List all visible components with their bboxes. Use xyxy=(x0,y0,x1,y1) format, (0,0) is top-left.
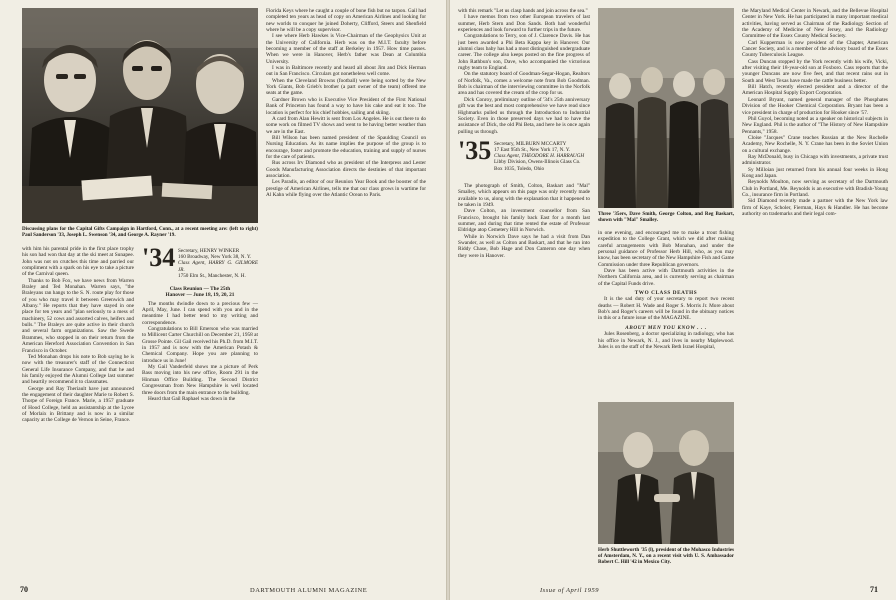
paragraph: It is the sad duty of your secretary to report two recent deaths — Robert H. Wade and Roger S. Morris Jr. More about Bob's and Roger's careers will be found in the obituary notices in this or a future issue of the MAGAZINE. xyxy=(598,296,734,322)
paragraph: Thanks to Bob Fox, we have news from Warren Braley and Ted Monahan. Warren says, "the Braleyans ran hangs to the S. N. route play for those of you who may travel it between Greenwich and Albany." He reports that they have stayed in one place for ten years and "plan seriously to a mess of machinery, 52 cows and assorted calves, heifers and bulls." The Braleys are quite active in their church and several farm organizations. Saw the Swede Brammes, who stopped in on their return from the American Hereford Association Convention in San Francisco in October. xyxy=(22,277,134,354)
paragraph: Rus across Irv Diamond who as president of the Interpress and Lester Goods Manufacturing Association directs the destinies of that important association. xyxy=(266,160,426,179)
group-photo-caption: Three '35ers, Dave Smith, George Colton, and Reg Baskart, shown with "Mal" Smalley. xyxy=(598,211,734,224)
ambassador-photo xyxy=(598,402,734,544)
paragraph: Congratulations to Bill Emerson who was married to Millicent Carter Churchill on December 21, 1958 at Grosse Pointe. Gil Gail received his Ph.D. from M.I.T. in 1957 and is now with the American Potash & Chemical Company. Hope you are planning to introduce us in June! xyxy=(142,326,258,364)
paragraph: Gardner Brown who is Executive Vice President of the First National Bank of Princeton has found a way to have his cake and eat it too. The location is perfect for his chief hobbies, sailing and skiing. xyxy=(266,96,426,116)
paragraph: Carl Kupperman is now president of the Chapter, American Cancer Society, and is a member of the advisory board of the Essex County Tuberculosis League. xyxy=(742,39,888,59)
paragraph: While in Norwich Dave says he had a visit from Dan Swander, as well as Colton and Baskart, and that he ran into Riddy Chase, Bob Hage and Don Cameron one day when they were in Hanover. xyxy=(458,233,590,259)
paragraph: On the statutory board of Goodman-Segar-Hogan, Realtors of Norfolk, Va., comes a welcome note from Bob Goodman. Bob is chairman of the interviewing committee in the Norfolk area and has covered the cream of the crop for us. xyxy=(458,71,590,97)
right-page xyxy=(450,0,896,600)
paragraph: I have memos from two other European travelers of last summer, Herb Stern and Don Sands. Both had wonderful experiences and look forward to further trips in the future. xyxy=(458,14,590,34)
meeting-photo-caption: Discussing plans for the Capital Gifts Campaign in Hartford, Conn., at a recent meeting are: (left to right) Paul Sanderson '33, Joseph L. Swenson '34, and George A. Rayner '19. xyxy=(22,226,258,239)
right-column-1 xyxy=(458,8,590,582)
class-number-34: '34 xyxy=(142,246,176,272)
paragraph: Dave Colton, an investment counsellor from San Francisco, brought his family back East for a month last summer, and during that time rented the estate of Professor Eldridge atop Cemetery Hill in Norwich. xyxy=(458,208,590,234)
paragraph: Ted Monahan drops his note to Bob saying he is now with the treasurer's staff of the Connecticut General Life Insurance Company, and that he and his family enjoyed the Alumni College last summer and heartily recommend it to classmates. xyxy=(22,353,134,386)
page-number-left: 70 xyxy=(20,585,28,594)
ambassador-photo-image xyxy=(598,402,734,544)
reunion-line: Hanover — June 18, 19, 20, 21 xyxy=(165,292,235,299)
group-photo xyxy=(598,8,734,208)
right-column-3 xyxy=(742,8,888,582)
meeting-photo xyxy=(22,8,258,223)
issue-footer: Issue of April 1959 xyxy=(540,587,600,594)
meeting-photo-image xyxy=(22,8,258,223)
paragraph: Congratulations to Terry, son of J. Clarence Davis. He has just been awarded a Phi Beta Kappa key in Hanover. Our alumni class baby has had a most distinguished undergraduate career. The college also keeps posted on the fine progress of John Rathbun's son, Dave, who accompanied the victorious rugby team to England. xyxy=(458,33,590,72)
secretary-line: 160 Broadway, New York 38, N. Y. xyxy=(178,254,252,261)
paragraph: George and Ray Theriault have just announced the engagement of their daughter Marie to Robert S. Thorpe of Foreign France. Marie, a 1957 graduate of Hood College, held an assistantship at the Lycee of Morlaix in Brittany and is now in a similar capacity at the College de Vernon in Seine, France. xyxy=(22,385,134,424)
secretary-line: Libby Division, Owens-Illinois Glass Co. xyxy=(494,159,581,166)
paragraph: A card from Alan Hewitt is sent from Los Angeles. He is out there to do some work on filmed TV shows and went to be having better weather than we are in the East. xyxy=(266,115,426,135)
paragraph: with him his parental pride in the first place trophy his son had won that day at the ski meet at Sunapee. John was not on crutches this time and parried our compliment with a spark on his eye to take a picture of the Carnival queen. xyxy=(22,246,134,278)
secretary-line: Secretary, MILBURN MCCARTY xyxy=(494,140,567,147)
paragraph: Florida Keys where he caught a couple of bone fish but no tarpon. Gail had completed ten years as head of copy on American Airlines and looking for new worlds to conquer he joined Doherty, Clifford, Steers and Shenfield where he will be a copy supervisor. xyxy=(266,8,426,34)
paragraph: My Gail Vanderfeld shows me a picture of Perk Bass moving into his new office, Room 291 in the Hinman Office Building. The Second District Congressman from New Hampshire is well located three doors from the main entrance to the building. xyxy=(142,364,258,396)
paragraph: Sy Milloian just returned from his annual four weeks in Hong Kong and Japan. xyxy=(742,166,888,179)
paragraph: Les Paradis, an editor of our Reunion Year Book and the booster of the prestige of American Airlines, tells me that our class grows in wartime for Al Kahn while flying over the Atlantic Ocean to Paris. xyxy=(266,179,426,198)
reunion-notice xyxy=(142,286,258,299)
paragraph: I see where Herb Hawkes is Vice-Chairman of the Geophysics Unit at the University of California. Herb was on the M.I.T. faculty before becoming a member of the staff at Berkeley in 1957. How time passes. When we were in Hanover, Herb's father was Dean at Columbia University. xyxy=(266,33,426,65)
secretary-line: 1750 Elm St., Manchester, N. H. xyxy=(178,272,246,279)
class-number-35: '35 xyxy=(458,135,492,165)
page-number-right: 71 xyxy=(870,585,878,594)
secretary-line: 17 East 95th St., New York 17, N. Y. xyxy=(494,147,571,154)
paragraph: When the Cleveland Browns (football) were being sorted by the New York Giants, Bob Grieb's brother (a part owner of the team) offered me seats at the game. xyxy=(266,77,426,97)
secretary-block-35 xyxy=(494,141,590,172)
group-photo-image xyxy=(598,8,734,208)
section-heading-deaths: TWO CLASS DEATHS xyxy=(634,290,698,297)
paragraph: Phil Guyol, becoming noted as a speaker on historical subjects in New England. Phil is the author of "The History of New Hampshire Pennants," 1958. xyxy=(742,115,888,135)
paragraph: The photograph of Smith, Colton, Baskart and "Mal" Smalley, which appears on this page was only recently made available to us, along with the explanation that it happened to be taken in 1949. xyxy=(458,182,590,208)
ambassador-photo-caption: Herb Shuttleworth '35 (l), president of the Mohasco Industries of Amsterdam, N. Y., on a recent visit with U. S. Ambassador Robert C. Hill '42 in Mexico City. xyxy=(598,547,734,566)
paragraph: Cass Duncan stopped by the York recently with his wife, Vicki, after visiting their 18-year-old son at Foxboro. Cass reports that the younger Duncans are now five feet, and that recent rains out in South and West Texas have made the cattle business better. xyxy=(742,58,888,84)
paragraph: Heard that Gail Raphael was down in the xyxy=(148,395,236,402)
magazine-footer: DARTMOUTH ALUMNI MAGAZINE xyxy=(250,587,368,594)
paragraph: Bill Hatch, recently elected president and a director of the American Hospital Supply Export Corporation. xyxy=(742,84,888,97)
paragraph: I was in Baltimore recently and heard all about Jim and Dick Herman out in San Francisco. Circulars got nonetheless well come. xyxy=(266,65,426,78)
secretary-block-34 xyxy=(178,248,258,279)
left-column-3 xyxy=(266,8,426,582)
left-column-1 xyxy=(22,246,134,582)
class-34-header xyxy=(142,246,258,286)
left-page xyxy=(0,0,446,600)
paragraph: Reynolds Moulton, now serving as secretary of the Dartmouth Club in Portland, Me. Reynolds is an executive with Bradish-Young Co., insurance firm in Portland. xyxy=(742,179,888,198)
secretary-line: Class Agent, THEODORE H. HARRAUGH xyxy=(494,153,585,160)
secretary-line: Class Agent, HARRY G. GILMORE JR. xyxy=(178,260,258,273)
class-35-header xyxy=(458,135,590,183)
paragraph: in one evening, and encouraged me to make a trout fishing expedition to the College Grant, which we did after making careful arrangements with Bob Monahan, and under the personal guidance of Professor Herb Hill, who, as you may know, has been secretary of the New Hampshire Fish and Game Commission under three Republican governors. xyxy=(598,230,734,268)
reunion-line: Class Reunion — The 25th xyxy=(169,286,231,292)
left-column-2 xyxy=(142,246,258,582)
section-heading-about: ABOUT MEN YOU KNOW . . . xyxy=(625,324,707,331)
paragraph: Dick Conroy, preliminary outline of '34's 25th anniversary gift was the best and most comprehensive we have read since Highmarks pulled us through the Introduction to Industrial Society. Even in those preserved days we had to have the assistance of Dick, the old Phi Beta, and here he is once again pulling us through. xyxy=(458,96,590,135)
paragraph: Jules Rosenberg, a doctor specializing in radiology, who has his office in Newark, N. J., and lives in nearby Maplewood. Jules is on the staff of the Newark Beth Israel Hospital, xyxy=(598,331,734,350)
paragraph: The months dwindle down to a precious few — April, May, June. I can spend with you and in the meantime I had better tend to my writing and correspondence. xyxy=(142,300,258,326)
paragraph: Cloise "Jacques" Crane teaches Russian at the New Rochelle Academy, New Rochelle, N. Y. Crane has been in the Soviet Union on a cultural exchange. xyxy=(742,134,888,154)
paragraph: Bill Wilson has been named president of the Spaulding Council on Nursing Education. As its name implies the purpose of the group is to encourage, foster and promote the education, training and supply of nurses for the care of patients. xyxy=(266,134,426,160)
paragraph: with this remark "Let us clasp hands and join across the sea." xyxy=(458,8,588,14)
right-column-2 xyxy=(598,230,734,398)
paragraph: Ray McDonald, busy in Chicago with investments, a private trust administrator. xyxy=(742,153,888,167)
paragraph: the Maryland Medical Center in Newark, and the Bellevue Hospital Center in New York. He has participated in many important medical activities, having served as Chairman of the Radiology Section of the Academy of Medicine of New Jersey, and the Radiology Committee of the Essex County Medical Society. xyxy=(742,8,888,40)
paragraph: Dave has been active with Dartmouth activities in the Northern California area, and is currently serving as chairman of the Capital Funds drive. xyxy=(598,268,734,287)
secretary-line: Secretary, HENRY WINKER xyxy=(178,248,240,254)
paragraph: Leonard Bryant, named general manager of the Phosphates Division of the Hooker Chemical Corporation. Bryant has been a vice president in charge of production for Hooker since '57. xyxy=(742,96,888,116)
paragraph: Sid Diamond recently made a partner with the New York law firm of Kaye, Scholer, Fierman, Hays & Handler. He has become authority on trademarks and their legal com- xyxy=(742,198,888,217)
secretary-line: Box 1035, Toledo, Ohio xyxy=(494,165,545,172)
